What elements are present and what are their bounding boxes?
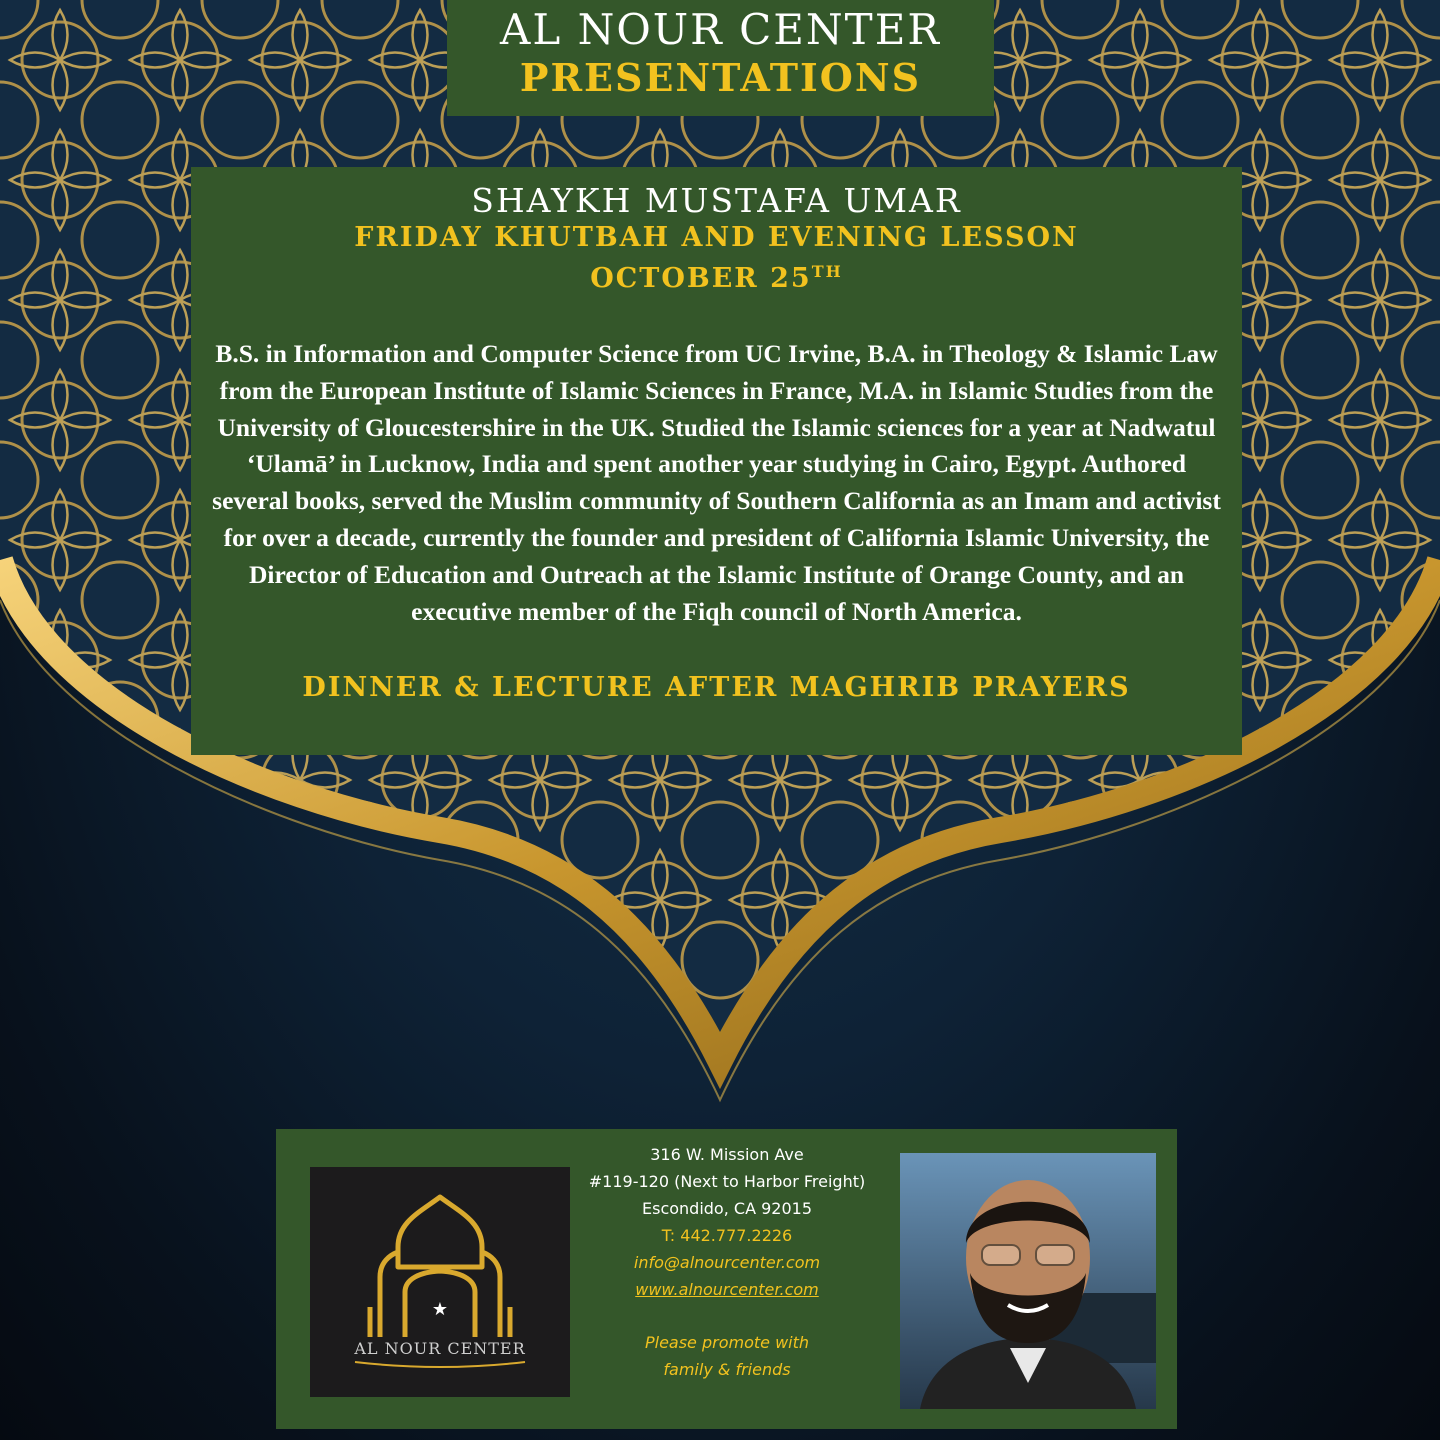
- event-panel: [191, 167, 1242, 755]
- logo-wordmark: AL NOUR CENTER: [354, 1339, 526, 1358]
- event-title: FRIDAY KHUTBAH AND EVENING LESSON: [354, 222, 1079, 253]
- address-line-3: Escondido, CA 92015: [642, 1199, 812, 1218]
- website-link[interactable]: www.alnourcenter.com: [635, 1280, 819, 1299]
- event-date: [211, 255, 1222, 296]
- svg-text:★: ★: [431, 1299, 449, 1320]
- phone-number: T: 442.777.2226: [661, 1226, 793, 1245]
- promo-line-2: family & friends: [663, 1360, 791, 1379]
- address-line-2: #119-120 (Next to Harbor Freight): [588, 1172, 866, 1191]
- contact-info: [576, 1141, 878, 1383]
- al-nour-logo: [310, 1167, 570, 1397]
- dinner-note: DINNER & LECTURE AFTER MAGHRIB PRAYERS: [302, 672, 1131, 704]
- speaker-bio: B.S. in Information and Computer Science from UC Irvine, B.A. in Theology & Islamic Law from the European Institute of Islamic Sciences in France, M.A. in Islamic Studies from the University of Gloucestershire in the UK. Studied the Islamic sciences for a year at Nadwatul ‘Ulamā’ in Lucknow, India and spent another year studying in Cairo, Egypt. Authored several books, served the Muslim community of Southern California as an Imam and activist for over a decade, currently the founder and president of California Islamic University, the Director of Education and Outreach at the Islamic Institute of Orange County, and an executive member of the Fiqh council of North America.: [212, 339, 1221, 626]
- contact-footer: [276, 1129, 1177, 1429]
- event-date-text: OCTOBER 25: [590, 263, 812, 294]
- center-title: AL NOUR CENTER: [500, 5, 941, 54]
- event-date-suffix: TH: [811, 262, 843, 281]
- header-banner: [447, 0, 994, 116]
- promo-line-1: Please promote with: [644, 1333, 810, 1352]
- presentations-subtitle: PRESENTATIONS: [519, 55, 922, 100]
- speaker-portrait-image: [900, 1153, 1156, 1409]
- address-line-1: 316 W. Mission Ave: [650, 1145, 804, 1164]
- speaker-name: SHAYKH MUSTAFA UMAR: [471, 181, 962, 220]
- mosque-dome-icon: [310, 1167, 570, 1397]
- speaker-photo: [900, 1153, 1156, 1409]
- email-link[interactable]: info@alnourcenter.com: [633, 1253, 821, 1272]
